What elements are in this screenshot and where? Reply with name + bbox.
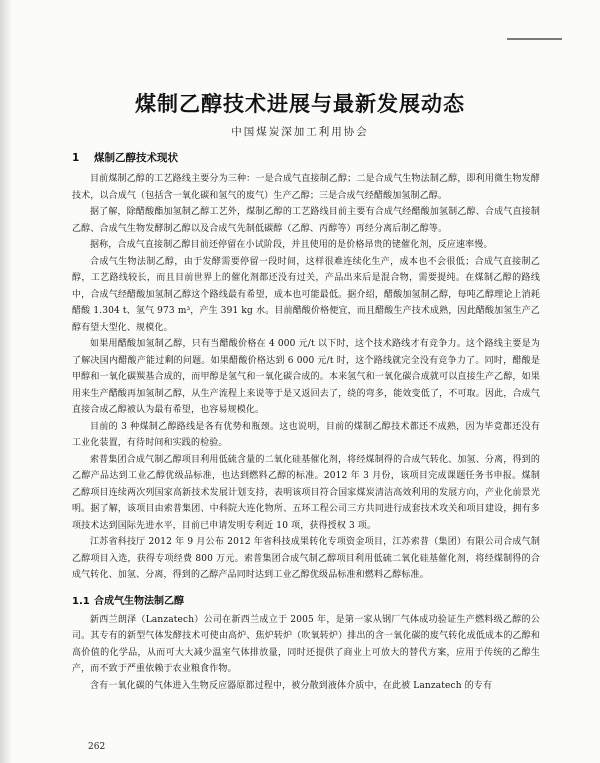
paragraph: 江苏省科技厅 2012 年 9 月公布 2012 年省科技成果转化专项资金项目，江苏索普（集团）有限公司合成气制乙醇项目入选，获得专项经费 800 万元。索普集团合成气制乙醇项目利用低硫二氧化硅基催化剂，将经煤制得的合成气转化、加氢、分离，得到的乙醇产品同时达到工业乙醇优级品标准和燃料乙醇标准。 <box>72 537 540 580</box>
article-author: 中国煤炭深加工利用协会 <box>231 126 369 138</box>
paragraph: 据了解，除醋酸酯加氢制乙醇工艺外，煤制乙醇的工艺路线目前主要有合成气经醋酸加氢制乙醇、合成气直接制乙醇、合成气生物发酵制乙醇以及合成气先制低碳醇（乙醇、丙醇等）再经分离后制乙醇等。 <box>72 207 540 234</box>
scan-mark <box>507 38 562 40</box>
paragraph: 索普集团合成气制乙醇项目利用低硫含量的二氧化硅基催化剂，将经煤制得的合成气转化、加氢、分离，得到的乙醇产品达到工业乙醇优级品标准，也达到燃料乙醇的标准。2012 年 3 月份，该项目完成课题任务书申报。煤制乙醇项目连续两次列国家高新技术发展计划支持，表明该项目符合国家煤炭清洁高效利用的发展方向，产业化前景光明。据了解，该项目由索普集团、中科院大连化物所、五环工程公司三方共同进行成套技术攻关和项目建设，拥有多项技术达到国际先进水平，目前已申请发明专利近 10 项，获得授权 3 项。 <box>72 454 540 531</box>
paragraph: 含有一氧化碳的气体进入生物反应器原都过程中，被分散到液体介质中，在此被 Lanzatech 的专有 <box>90 680 493 691</box>
paragraph: 合成气生物法制乙醇，由于发酵需要停留一段时间，这样很难连续化生产，成本也不会很低；合成气直接制乙醇，工艺路线较长，而且目前世界上的催化剂都还没有过关，产品出来后是混合物，需要提纯。在煤制乙醇的路线中，合成气经醋酸加氢制乙醇这个路线最有希望，成本也可能最低。据介绍，醋酸加氢制乙醇，每吨乙醇理论上消耗醋酸 1.304 t、氢气 973 m³，产生 391 kg 水。目前醋酸价格便宜，而且醋酸生产技术成熟，因此醋酸加氢生产乙醇有望大型化、规模化。 <box>72 256 540 333</box>
paragraph: 据称，合成气直接制乙醇目前还停留在小试阶段，并且使用的是价格昂贵的铑催化剂，反应速率慢。 <box>90 240 493 250</box>
subsection-number: 1.1 <box>72 595 90 607</box>
paragraph: 新西兰朗泽（Lanzatech）公司在新西兰成立于 2005 年，是第一家从钢厂气体成功验证生产燃料级乙醇的公司。其专有的新型气体发酵技术可使由高炉、焦炉转炉（吹氧转炉）排出的含一氧化碳的废气转化成低成本的乙醇和高价值的化学品，从而可大大减少温室气体排放量，同时还提供了商业上可放大的替代方案，应用于传统的乙醇生产，而不致于严重依赖于农业粮食作物。 <box>72 614 540 674</box>
section-title: 煤制乙醇技术现状 <box>94 152 178 164</box>
subsection-title: 合成气生物法制乙醇 <box>94 595 184 607</box>
section-number: 1 <box>72 152 80 164</box>
paragraph: 如果用醋酸加氢制乙醇，只有当醋酸价格在 4 000 元/t 以下时，这个技术路线才有竞争力。这个路线主要是为了解决国内醋酸产能过剩的问题。如果醋酸价格达到 6 000 元/t 时，这个路线就完全没有竞争力了。同时，醋酸是甲醇和一氧化碳羰基合成的，而甲醇是氢气和一氧化碳合成的。本来氢气和一氧化碳合成就可以直接生产乙醇，如果用来生产醋酸再加氢制乙醇，从生产流程上来说等于是又返回去了，绕的弯多，能效变低了，不可取。因此，合成气直接合成乙醇被认为最有希望，也容易规模化。 <box>72 339 540 415</box>
paragraph: 目前的 3 种煤制乙醇路线是各有优势和瓶颈。这也说明，目前的煤制乙醇技术都还不成熟，因为毕竟都还没有工业化装置，有待时间和实践的检验。 <box>72 421 540 448</box>
paragraph: 目前煤制乙醇的工艺路线主要分为三种：一是合成气直接制乙醇；二是合成气生物法制乙醇，即利用微生物发酵技术，以合成气（包括含一氧化碳和氢气的废气）生产乙醇；三是合成气经醋酸加氢制乙醇。 <box>72 174 540 201</box>
section-heading-1-1 <box>72 592 540 607</box>
section-heading-1 <box>72 150 540 165</box>
article-title: 煤制乙醇技术进展与最新发展动态 <box>135 92 465 116</box>
page-number: 262 <box>88 742 106 752</box>
article-body <box>72 150 540 694</box>
